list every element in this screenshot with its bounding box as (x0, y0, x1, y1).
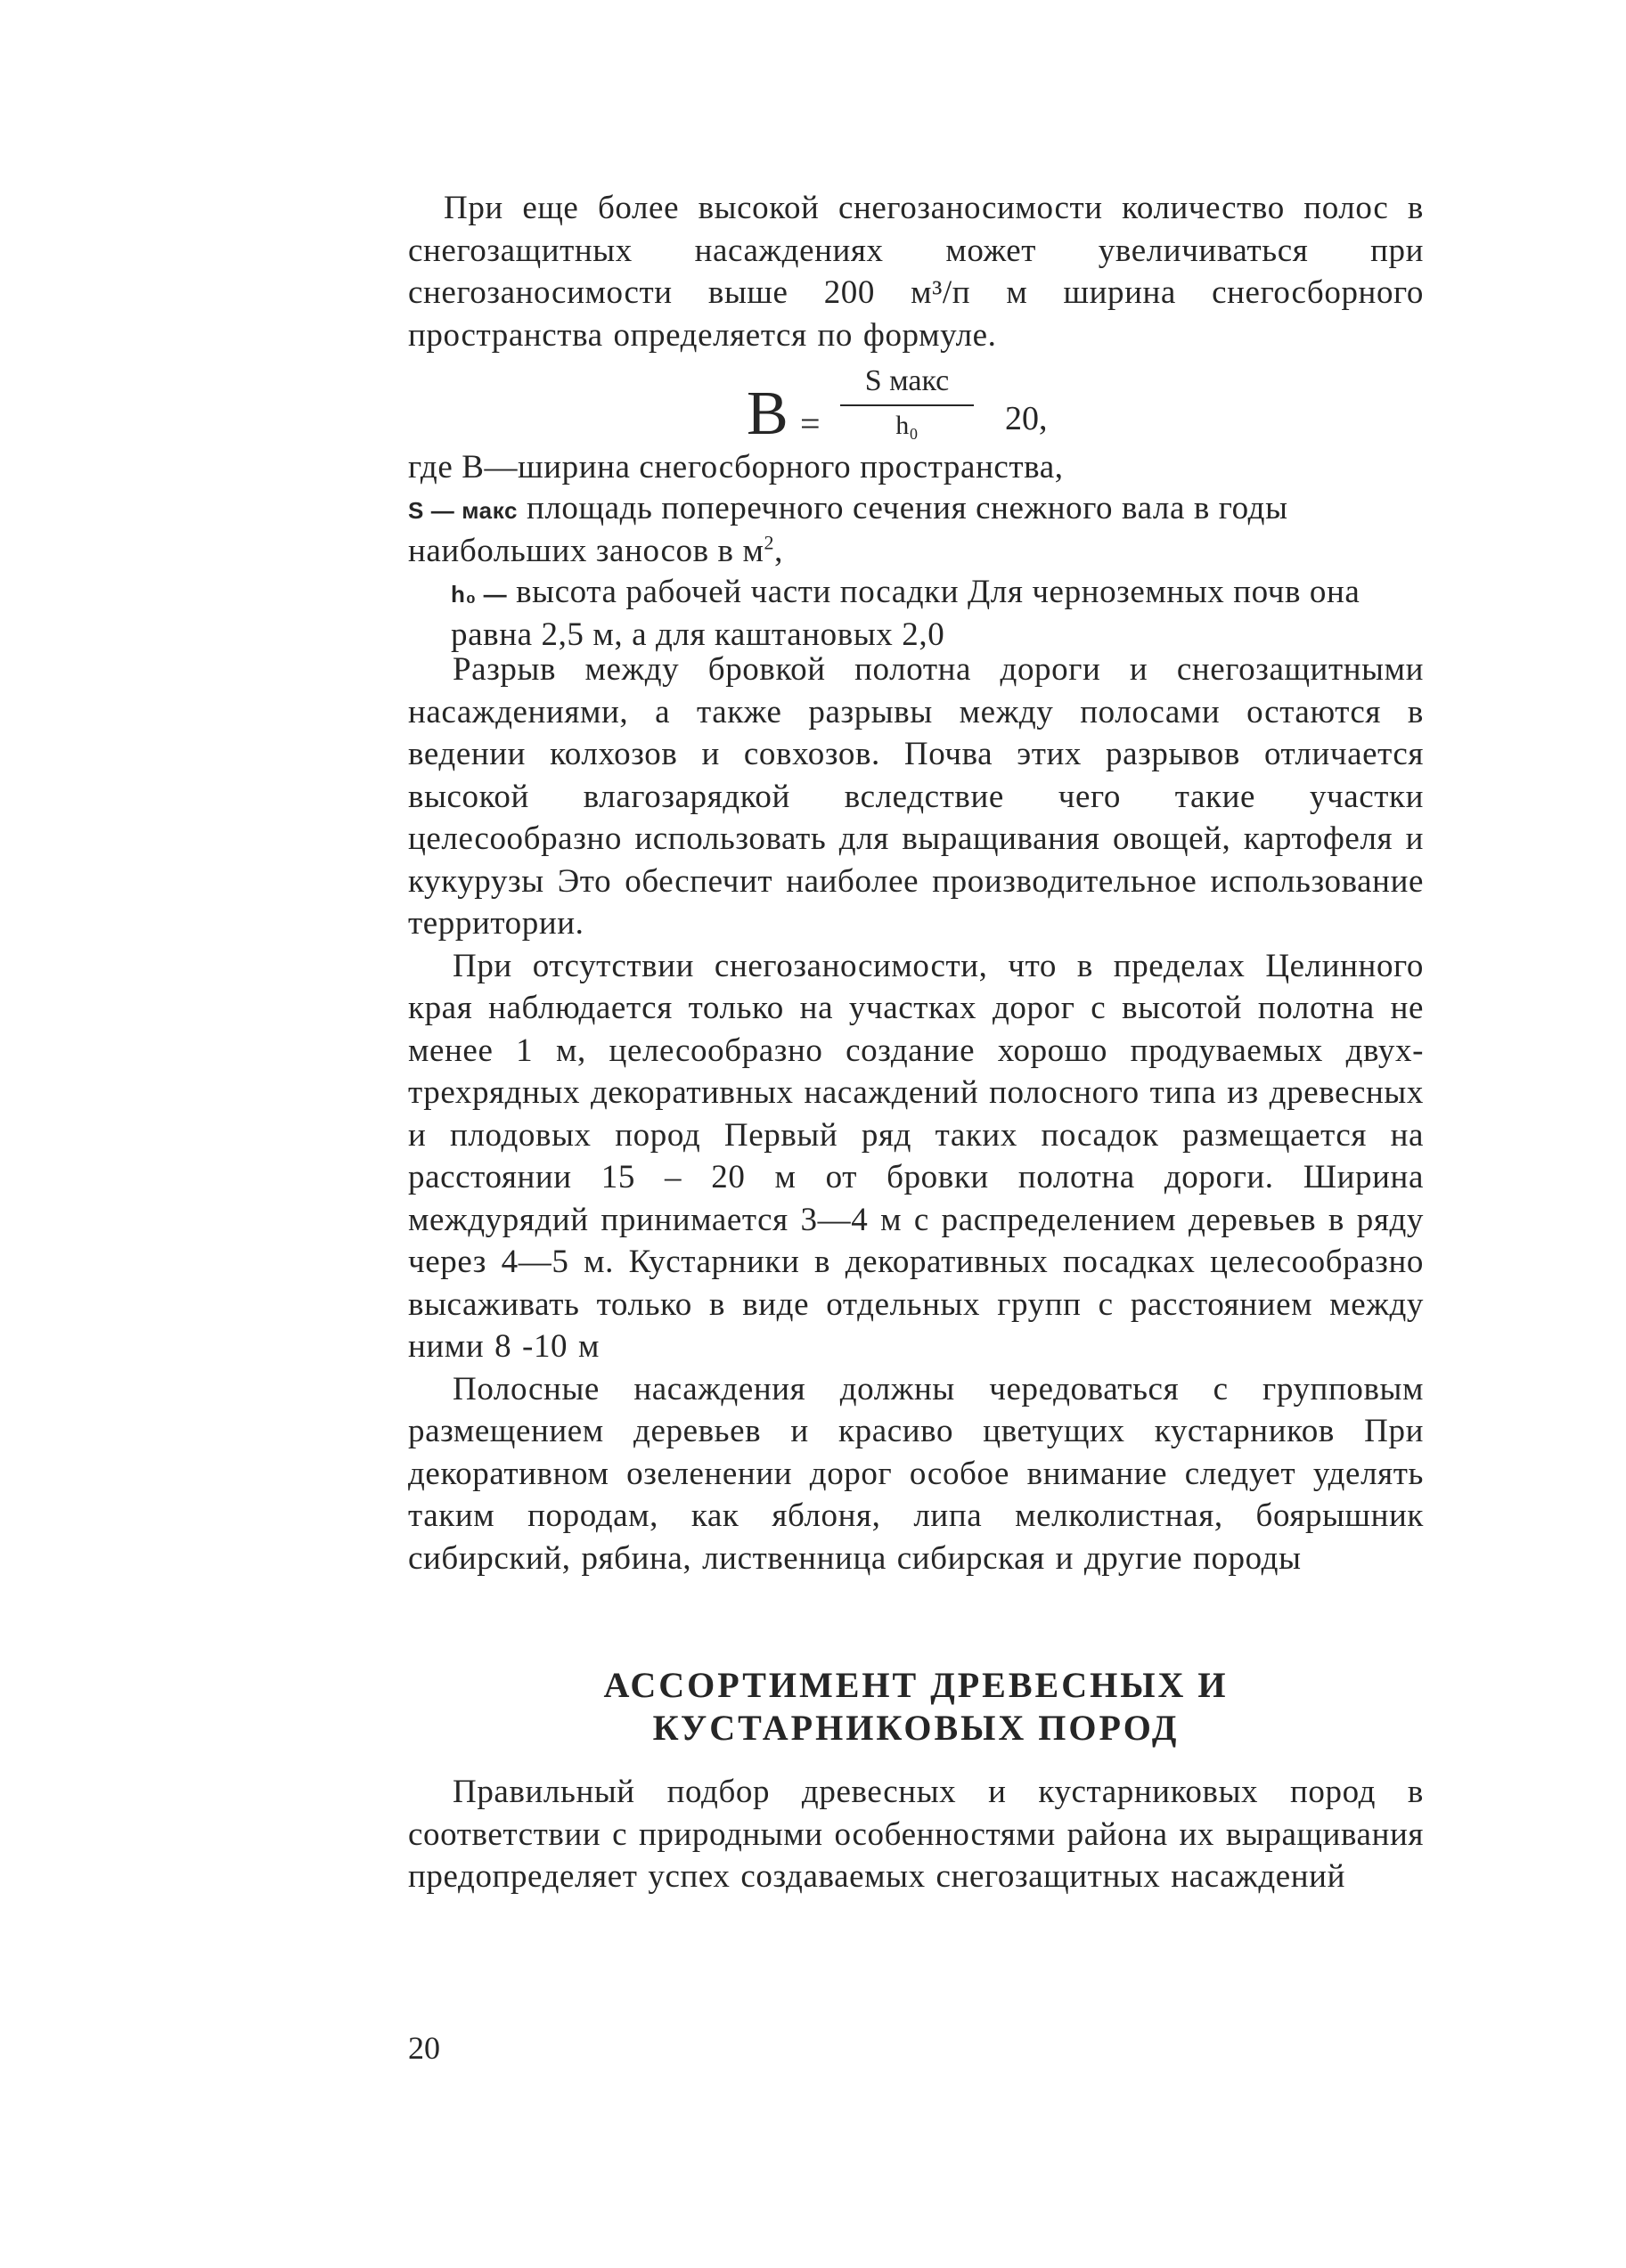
formula-fraction (840, 363, 974, 442)
formula-tail: 20, (1005, 400, 1048, 437)
definition-s-tail: , (774, 533, 783, 569)
definition-b: где B—ширина снегосборного пространства, (408, 449, 1064, 485)
definition-s-unit-sup: 2 (764, 531, 775, 554)
final-paragraph: Правильный подбор древесных и кустарниковых пород в соответствии с природными особенностями района их выращивания предопределяет успех создаваемых снегозащитных насаждений (408, 1774, 1424, 1895)
definition-h-text: высота рабочей части посадки Для черноземных почв она равна 2,5 м, а для каштановых 2,0 (451, 574, 1360, 653)
formula-lhs: B (747, 379, 788, 448)
formula-numerator: S макс (864, 364, 950, 397)
paragraph: Полосные насаждения должны чередоваться с групповым размещением деревьев и красиво цветущих кустарников При декоративном озеленении дорог особое внимание следует уделять таким породам, как яблоня, липа мелколистная, боярышник сибирский, рябина, лиственница сибирская и другие породы (408, 1370, 1424, 1577)
definition-s-symbol: S — макс (408, 497, 519, 524)
section-heading-line-2: КУСТАРНИКОВЫХ ПОРОД (652, 1708, 1180, 1748)
fraction-bar (840, 404, 974, 406)
definition-h-symbol: h₀ — (451, 581, 508, 608)
formula-definitions (408, 447, 1424, 656)
intro-paragraph: При еще более высокой снегозаносимости количество полос в снегозащитных насаждениях может увеличиваться при снегозаносимости выше 200 м³/п м ширина снегосборного пространства определяется по формуле. (408, 190, 1424, 354)
definition-h (408, 572, 1424, 656)
page-number: 20 (408, 2030, 440, 2066)
definition-s (408, 488, 1424, 572)
definition-s-text: площадь поперечного сечения снежного вала в годы наибольших заносов в м (408, 490, 1288, 569)
final-text (408, 1771, 1424, 1898)
formula-denominator: h₀ (895, 411, 919, 440)
formula-equals: = (800, 404, 821, 444)
paragraph: Разрыв между бровкой полотна дороги и снегозащитными насаждениями, а также разрывы между полосами остаются в ведении колхозов и совхозов. Почва этих разрывов отличается высокой влагозарядкой вследствие чего такие участки целесообразно использовать для выращивания овощей, картофеля и кукурузы Это обеспечит наиболее производительное использование территории. (408, 651, 1424, 942)
paragraph: При отсутствии снегозаносимости, что в пределах Целинного края наблюдается только на участках дорог с высотой полотна не менее 1 м, целесообразно создание хорошо продуваемых двух-трехрядных декоративных насаждений полосного типа из древесных и плодовых пород Первый ряд таких посадок размещается на расстоянии 15 – 20 м от бровки полотна дороги. Ширина междурядий принимается 3—4 м с распределением деревьев в ряду через 4—5 м. Кустарники в декоративных посадках целесообразно высаживать только в виде отдельных групп с расстоянием между ними 8 -10 м (408, 947, 1424, 1365)
section-heading-line-1: АССОРТИМЕНТ ДРЕВЕСНЫХ И (603, 1665, 1229, 1705)
intro-text (408, 187, 1424, 356)
section-heading (408, 1664, 1424, 1750)
main-text (408, 649, 1424, 1579)
